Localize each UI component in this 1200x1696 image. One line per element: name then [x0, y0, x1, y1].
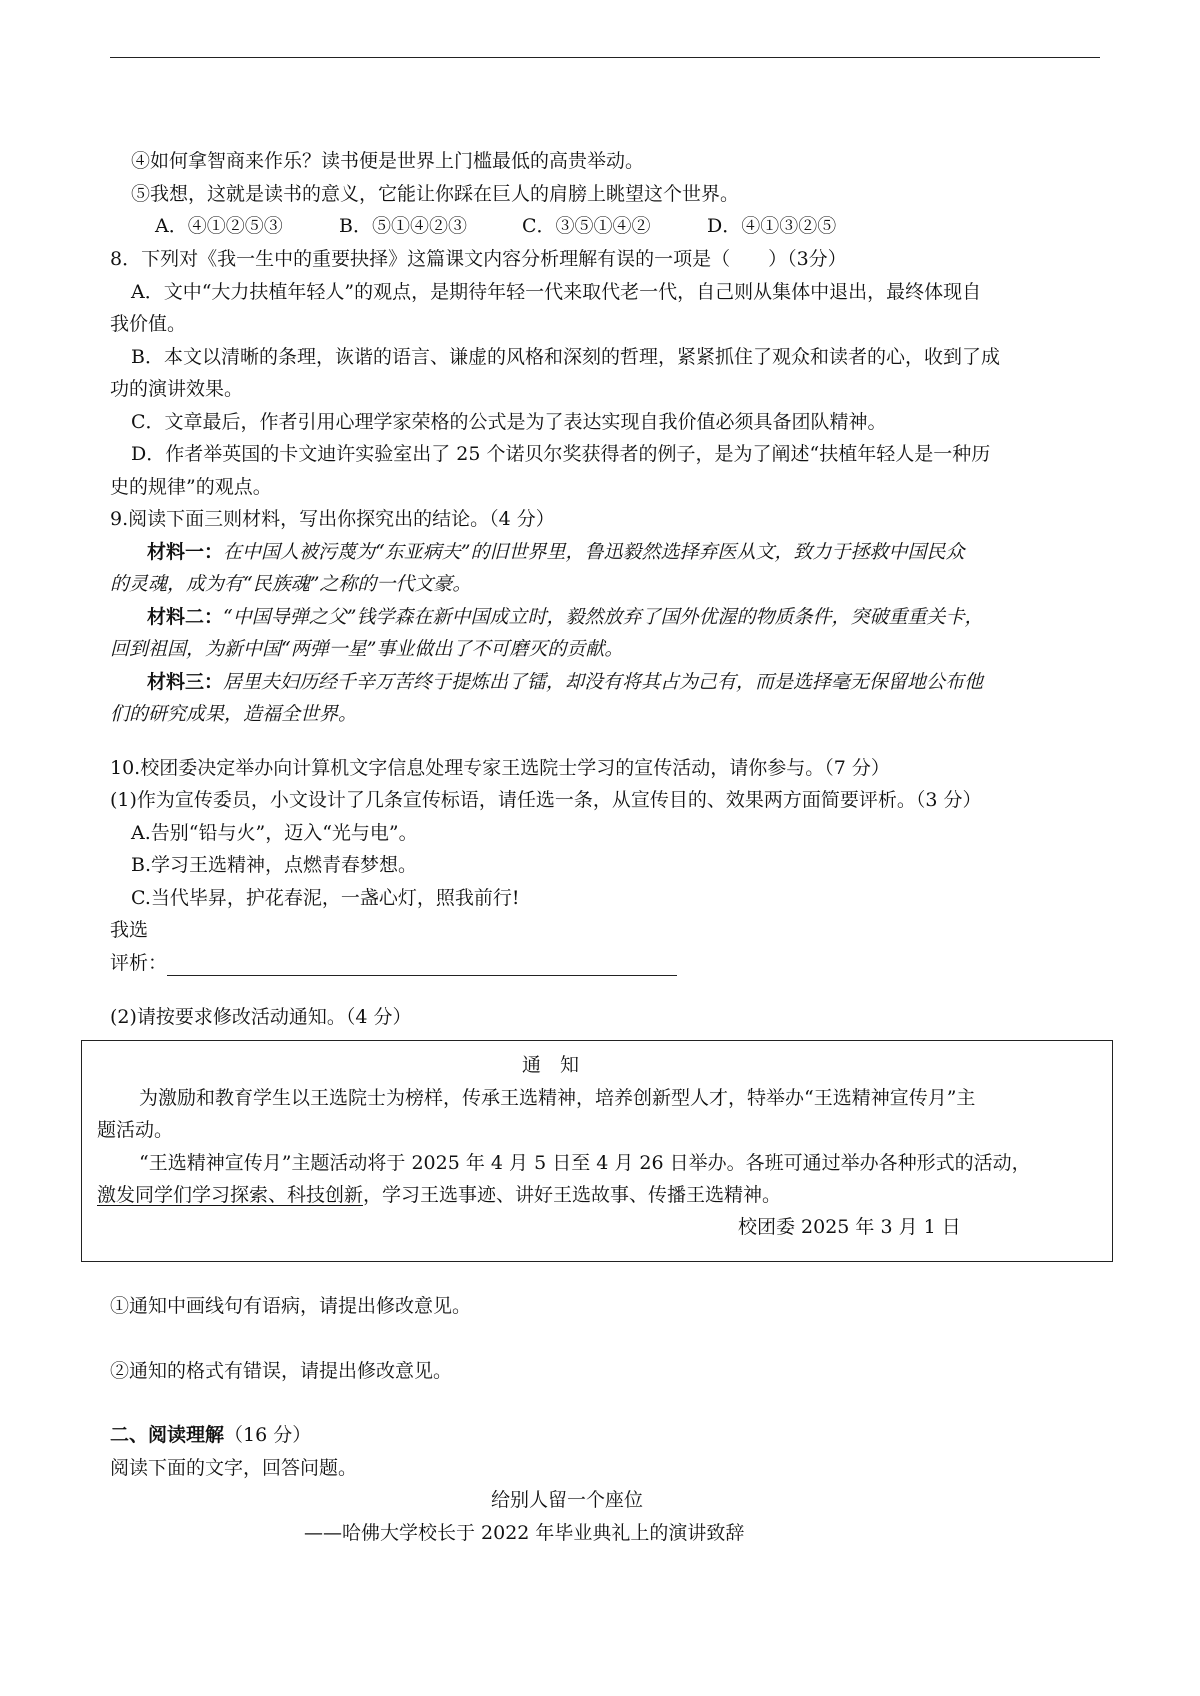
q8-option-d-line1: D．作者举英国的卡文迪许实验室出了 25 个诺贝尔奖获得者的例子，是为了阐述“扶植年轻人是一种历 [131, 443, 991, 465]
article-title: 给别人留一个座位 [491, 1489, 644, 1511]
q9-material-3-line2: 们的研究成果，造福全世界。 [110, 703, 358, 725]
header-rule [110, 57, 1100, 58]
q10-analysis-row [110, 950, 677, 976]
q7-line-4: ④如何拿智商来作乐？读书便是世界上门槛最低的高贵举动。 [131, 150, 645, 172]
q9-material-2-line1: 材料二：“中国导弹之父”钱学森在新中国成立时，毅然放弃了国外优渥的物质条件，突破重重关卡， [147, 606, 984, 628]
q8-option-b-line2: 功的演讲效果。 [110, 378, 244, 400]
q10-sub-question-1: ①通知中画线句有语病，请提出修改意见。 [110, 1295, 472, 1317]
q8-option-d-line2: 史的规律”的观点。 [110, 476, 272, 498]
answer-blank-line[interactable] [167, 957, 677, 976]
q7-option-d: D．④①③②⑤ [707, 215, 837, 237]
notice-para2-line2: 激发同学们学习探索、科技创新，学习王选事迹、讲好王选故事、传播王选精神。 [97, 1184, 782, 1206]
notice-para1-line1: 为激励和教育学生以王选院士为榜样，传承王选精神，培养创新型人才，特举办“王选精神宣传月”主 [139, 1087, 976, 1109]
q10-slogan-a: A.告别“铅与火”，迈入“光与电”。 [131, 822, 418, 844]
q7-option-a: A．④①②⑤③ [155, 215, 283, 237]
q9-material-2-label: 材料二： [147, 606, 224, 628]
q9-stem: 9.阅读下面三则材料，写出你探究出的结论。（4 分） [110, 508, 555, 530]
q7-option-c: C．③⑤①④② [522, 215, 651, 237]
section2-heading: 二、阅读理解 [110, 1424, 225, 1446]
article-subtitle: ——哈佛大学校长于 2022 年毕业典礼上的演讲致辞 [304, 1522, 745, 1544]
section2-instruction: 阅读下面的文字，回答问题。 [110, 1457, 358, 1479]
notice-para2-line1: “王选精神宣传月”主题活动将于 2025 年 4 月 5 日至 4 月 26 日举办。各班可通过举办各种形式的活动， [139, 1152, 1031, 1174]
notice-title: 通 知 [522, 1054, 580, 1076]
q10-part1: (1)作为宣传委员，小文设计了几条宣传标语，请任选一条，从宣传目的、效果两方面简要评析。（3 分） [110, 789, 982, 811]
q9-material-1-line2: 的灵魂，成为有“民族魂”之称的一代文豪。 [110, 573, 472, 595]
notice-signature: 校团委 2025 年 3 月 1 日 [738, 1216, 961, 1238]
q9-material-1-line1: 材料一：在中国人被污蔑为“东亚病夫”的旧世界里，鲁迅毅然选择弃医从文，致力于拯救中国民众 [147, 541, 965, 563]
q10-part2: (2)请按要求修改活动通知。（4 分） [110, 1006, 412, 1028]
q10-sub-question-2: ②通知的格式有错误，请提出修改意见。 [110, 1360, 453, 1382]
q8-option-a-line1: A．文中“大力扶植年轻人”的观点，是期待年轻一代来取代老一代，自己则从集体中退出，最终体现自 [131, 281, 982, 303]
q7-line-5: ⑤我想，这就是读书的意义，它能让你踩在巨人的肩膀上眺望这个世界。 [131, 183, 740, 205]
q10-slogan-b: B.学习王选精神，点燃青春梦想。 [131, 854, 418, 876]
q8-option-a-line2: 我价值。 [110, 313, 187, 335]
notice-para1-line2: 题活动。 [97, 1119, 174, 1141]
q10-analysis-label: 评析： [110, 952, 168, 974]
section2-score: （16 分） [224, 1424, 312, 1446]
q8-stem: 8．下列对《我一生中的重要抉择》这篇课文内容分析理解有误的一项是（ ）（3分） [110, 248, 847, 270]
q9-material-2-line2: 回到祖国，为新中国“两弹一星”事业做出了不可磨灭的贡献。 [110, 638, 624, 660]
q10-stem: 10.校团委决定举办向计算机文字信息处理专家王选院士学习的宣传活动，请你参与。（7 分） [110, 757, 890, 779]
q8-option-c: C．文章最后，作者引用心理学家荣格的公式是为了表达实现自我价值必须具备团队精神。 [131, 411, 887, 433]
q9-material-1-label: 材料一： [147, 541, 224, 563]
q8-option-b-line1: B．本文以清晰的条理，诙谐的语言、谦虚的风格和深刻的哲理，紧紧抓住了观众和读者的心，收到了成 [131, 346, 1000, 368]
q7-option-b: B．⑤①④②③ [339, 215, 467, 237]
q9-material-3-line1: 材料三：居里夫妇历经千辛万苦终于提炼出了镭，却没有将其占为己有，而是选择毫无保留地公布他 [147, 671, 984, 693]
q10-choose-label: 我选 [110, 919, 149, 941]
section2-heading-row [110, 1422, 311, 1448]
notice-underlined-sentence: 激发同学们学习探索、科技创新 [97, 1184, 364, 1206]
q10-slogan-c: C.当代毕昇，护花春泥，一盏心灯，照我前行! [131, 887, 520, 909]
q9-material-3-label: 材料三： [147, 671, 224, 693]
